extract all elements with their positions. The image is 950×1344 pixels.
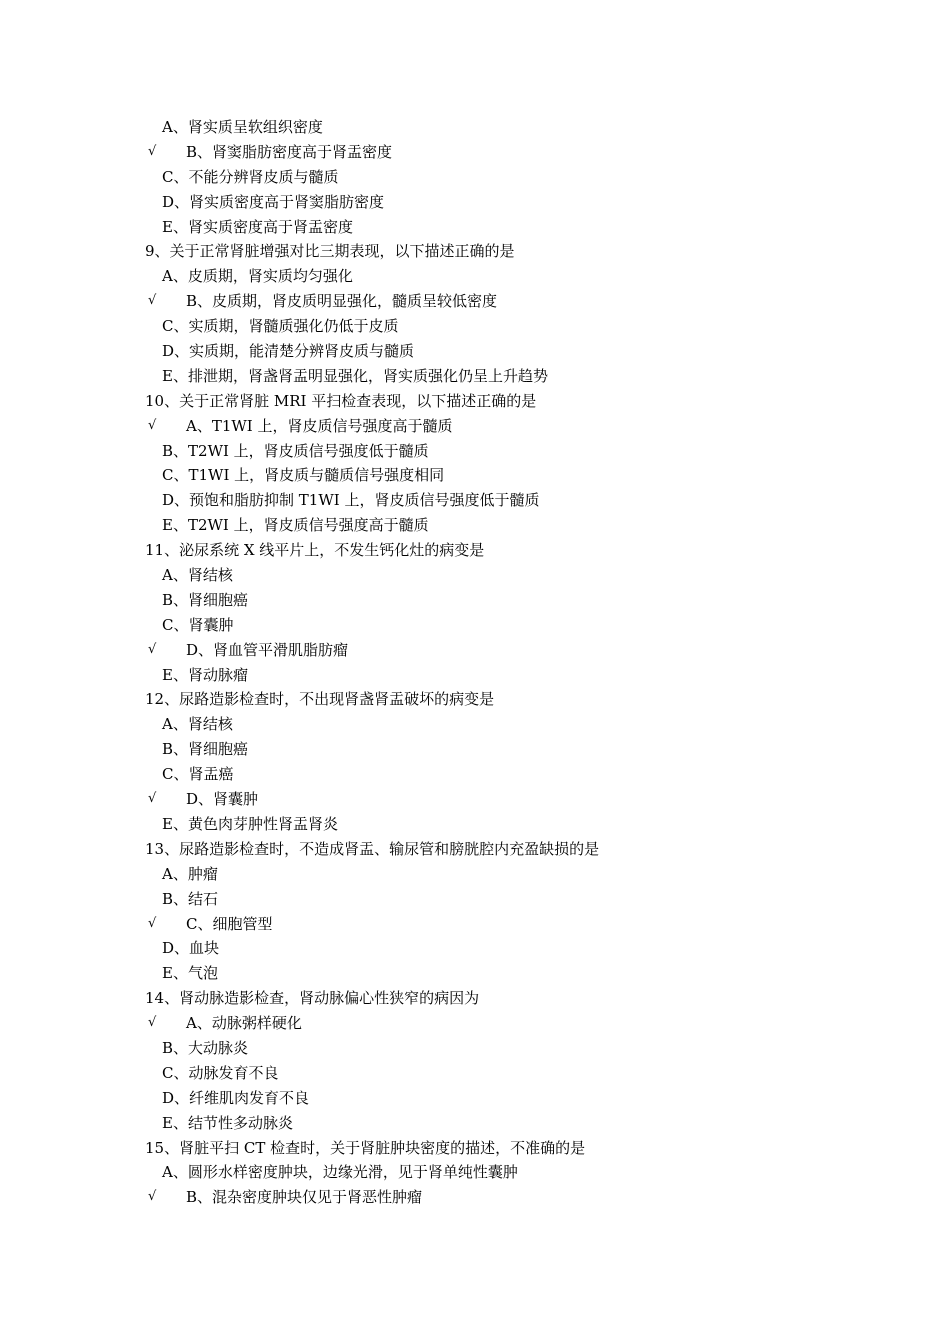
answer-option — [0, 887, 950, 912]
correct-check-mark: √ — [148, 293, 157, 309]
question-text: 11、泌尿系统 X 线平片上，不发生钙化灶的病变是 — [145, 541, 485, 560]
option-text: B、结石 — [162, 889, 219, 908]
answer-option — [0, 1086, 950, 1111]
option-text: A、圆形水样密度肿块，边缘光滑，见于肾单纯性囊肿 — [162, 1163, 518, 1182]
answer-option-correct — [0, 414, 950, 439]
option-text: E、结节性多动脉炎 — [162, 1113, 293, 1132]
option-text: A、肾实质呈软组织密度 — [162, 118, 323, 136]
option-text: B、肾细胞癌 — [162, 740, 249, 759]
answer-option-correct — [0, 1011, 950, 1036]
question-text: 12、尿路造影检查时，不出现肾盏肾盂破坏的病变是 — [145, 690, 495, 709]
option-text: E、肾动脉瘤 — [162, 665, 248, 684]
option-text: C、动脉发育不良 — [162, 1063, 279, 1082]
answer-option — [0, 812, 950, 837]
option-text: D、预饱和脂肪抑制 T1WI 上，肾皮质信号强度低于髓质 — [162, 491, 540, 510]
question-text: 14、肾动脉造影检查，肾动脉偏心性狭窄的病因为 — [145, 989, 480, 1008]
answer-option — [0, 190, 950, 215]
answer-option — [0, 712, 950, 737]
option-text: B、混杂密度肿块仅见于肾恶性肿瘤 — [186, 1188, 423, 1207]
question-stem — [0, 538, 950, 563]
answer-option-correct — [0, 912, 950, 937]
question-document — [0, 115, 950, 1210]
answer-option-correct — [0, 1185, 950, 1210]
question-stem — [0, 1136, 950, 1161]
answer-option — [0, 1036, 950, 1061]
question-text: 10、关于正常肾脏 MRI 平扫检查表现，以下描述正确的是 — [145, 391, 537, 410]
option-text: B、大动脉炎 — [162, 1038, 249, 1057]
answer-option — [0, 339, 950, 364]
option-text: C、肾囊肿 — [162, 615, 234, 634]
answer-option — [0, 936, 950, 961]
answer-option — [0, 961, 950, 986]
correct-check-mark: √ — [148, 915, 157, 931]
option-text: E、排泄期，肾盏肾盂明显强化，肾实质强化仍呈上升趋势 — [162, 366, 548, 385]
option-text: A、皮质期，肾实质均匀强化 — [162, 267, 353, 286]
option-text: D、肾血管平滑肌脂肪瘤 — [186, 640, 349, 659]
answer-option — [0, 1160, 950, 1185]
option-text: D、血块 — [162, 939, 220, 958]
question-text: 9、关于正常肾脏增强对比三期表现，以下描述正确的是 — [145, 242, 515, 261]
answer-option-correct — [0, 638, 950, 663]
question-stem — [0, 389, 950, 414]
option-text: A、肿瘤 — [162, 864, 218, 883]
option-text: C、T1WI 上，肾皮质与髓质信号强度相同 — [162, 466, 445, 485]
answer-option — [0, 314, 950, 339]
option-text: B、皮质期，肾皮质明显强化，髓质呈较低密度 — [186, 292, 498, 311]
option-text: C、不能分辨肾皮质与髓质 — [162, 167, 339, 186]
correct-check-mark: √ — [148, 143, 157, 159]
correct-check-mark: √ — [148, 1189, 157, 1205]
option-text: A、肾结核 — [162, 566, 233, 585]
question-stem — [0, 687, 950, 712]
answer-option — [0, 1111, 950, 1136]
option-text: D、实质期，能清楚分辨肾皮质与髓质 — [162, 342, 415, 361]
option-text: C、实质期，肾髓质强化仍低于皮质 — [162, 317, 399, 336]
answer-option — [0, 762, 950, 787]
option-text: C、细胞管型 — [186, 914, 273, 933]
option-text: C、肾盂癌 — [162, 765, 234, 784]
option-text: D、肾囊肿 — [186, 790, 259, 809]
answer-option — [0, 1061, 950, 1086]
option-text: E、肾实质密度高于肾盂密度 — [162, 217, 353, 236]
answer-option — [0, 115, 950, 140]
correct-check-mark: √ — [148, 791, 157, 807]
answer-option — [0, 488, 950, 513]
answer-option — [0, 737, 950, 762]
answer-option — [0, 613, 950, 638]
answer-option — [0, 364, 950, 389]
question-stem — [0, 837, 950, 862]
question-text: 15、肾脏平扫 CT 检查时，关于肾脏肿块密度的描述，不准确的是 — [145, 1138, 586, 1157]
answer-option — [0, 563, 950, 588]
answer-option — [0, 215, 950, 240]
answer-option — [0, 439, 950, 464]
option-text: A、肾结核 — [162, 715, 233, 734]
answer-option — [0, 165, 950, 190]
answer-option — [0, 513, 950, 538]
option-text: D、肾实质密度高于肾窦脂肪密度 — [162, 192, 385, 211]
option-text: B、肾窦脂肪密度高于肾盂密度 — [186, 142, 393, 161]
question-stem — [0, 986, 950, 1011]
option-text: B、T2WI 上，肾皮质信号强度低于髓质 — [162, 441, 429, 460]
option-text: E、黄色肉芽肿性肾盂肾炎 — [162, 814, 338, 833]
answer-option-correct — [0, 289, 950, 314]
answer-option — [0, 463, 950, 488]
option-text: B、肾细胞癌 — [162, 590, 249, 609]
answer-option — [0, 588, 950, 613]
option-text: E、气泡 — [162, 964, 218, 983]
answer-option — [0, 862, 950, 887]
answer-option — [0, 663, 950, 688]
correct-check-mark: √ — [148, 1015, 157, 1031]
option-text: A、T1WI 上，肾皮质信号强度高于髓质 — [186, 416, 453, 435]
answer-option-correct — [0, 140, 950, 165]
option-text: D、纤维肌肉发育不良 — [162, 1088, 310, 1107]
option-text: E、T2WI 上，肾皮质信号强度高于髓质 — [162, 516, 429, 535]
option-text: A、动脉粥样硬化 — [186, 1014, 302, 1033]
correct-check-mark: √ — [148, 417, 157, 433]
answer-option-correct — [0, 787, 950, 812]
correct-check-mark: √ — [148, 641, 157, 657]
answer-option — [0, 264, 950, 289]
question-text: 13、尿路造影检查时，不造成肾盂、输尿管和膀胱腔内充盈缺损的是 — [145, 839, 600, 858]
question-stem — [0, 239, 950, 264]
